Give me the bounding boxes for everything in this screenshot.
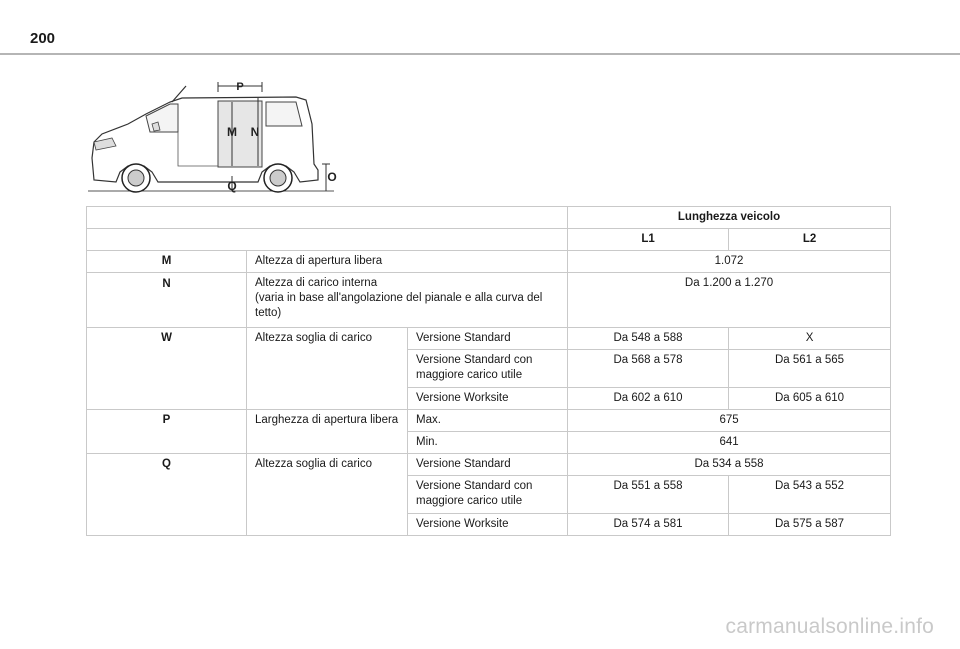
table-header-empty [87,207,568,229]
van-side-illustration [86,80,346,200]
row-description: Altezza soglia di carico [247,454,408,536]
vehicle-length-header: Lunghezza veicolo [568,207,891,229]
row-value: 675 [568,410,891,432]
value-l1: Da 568 a 578 [568,350,729,388]
value-l1: Da 574 a 581 [568,514,729,536]
value-l2: Da 575 a 587 [729,514,891,536]
variant-label: Versione Standard con maggiore carico utile [408,350,568,388]
dimension-label-o: O [327,170,337,184]
value-l1: Da 551 a 558 [568,476,729,514]
dimension-label-m: M [227,125,237,139]
watermark: carmanualsonline.info [725,615,934,638]
table-header-row [87,207,891,229]
row-code: Q [87,454,247,536]
table-row [87,410,891,432]
row-description: Larghezza di apertura libera [247,410,408,454]
row-description: Altezza di apertura libera [247,251,568,273]
variant-label: Max. [408,410,568,432]
dimension-label-q: Q [227,179,237,193]
row-code: W [87,328,247,410]
variant-label: Versione Standard [408,454,568,476]
value-l1: Da 602 a 610 [568,388,729,410]
table-row [87,454,891,476]
value-l2: Da 561 a 565 [729,350,891,388]
table-row [87,328,891,350]
table-row [87,273,891,328]
table-subheader-row [87,229,891,251]
column-header-l1: L1 [568,229,729,251]
row-value: 1.072 [568,251,891,273]
variant-label: Versione Standard [408,328,568,350]
header-divider [0,53,960,55]
row-value: 641 [568,432,891,454]
value-l2: X [729,328,891,350]
column-header-l2: L2 [729,229,891,251]
value-l2: Da 543 a 552 [729,476,891,514]
row-description: Altezza soglia di carico [247,328,408,410]
value-l2: Da 605 a 610 [729,388,891,410]
dimension-label-n: N [250,125,260,139]
row-code: M [87,251,247,273]
table-subheader-empty [87,229,568,251]
variant-label: Versione Standard con maggiore carico utile [408,476,568,514]
variant-label: Versione Worksite [408,388,568,410]
dimensions-table [86,206,891,536]
table-row [87,251,891,273]
row-value: Da 1.200 a 1.270 [568,273,891,328]
row-description: Altezza di carico interna (varia in base all'angolazione del pianale e alla curva del tetto) [247,273,568,328]
page-number: 200 [30,30,56,47]
row-code: N [87,273,247,328]
variant-label: Versione Worksite [408,514,568,536]
row-value: Da 534 a 558 [568,454,891,476]
dimension-label-p: P [236,81,244,93]
value-l1: Da 548 a 588 [568,328,729,350]
row-code: P [87,410,247,454]
variant-label: Min. [408,432,568,454]
